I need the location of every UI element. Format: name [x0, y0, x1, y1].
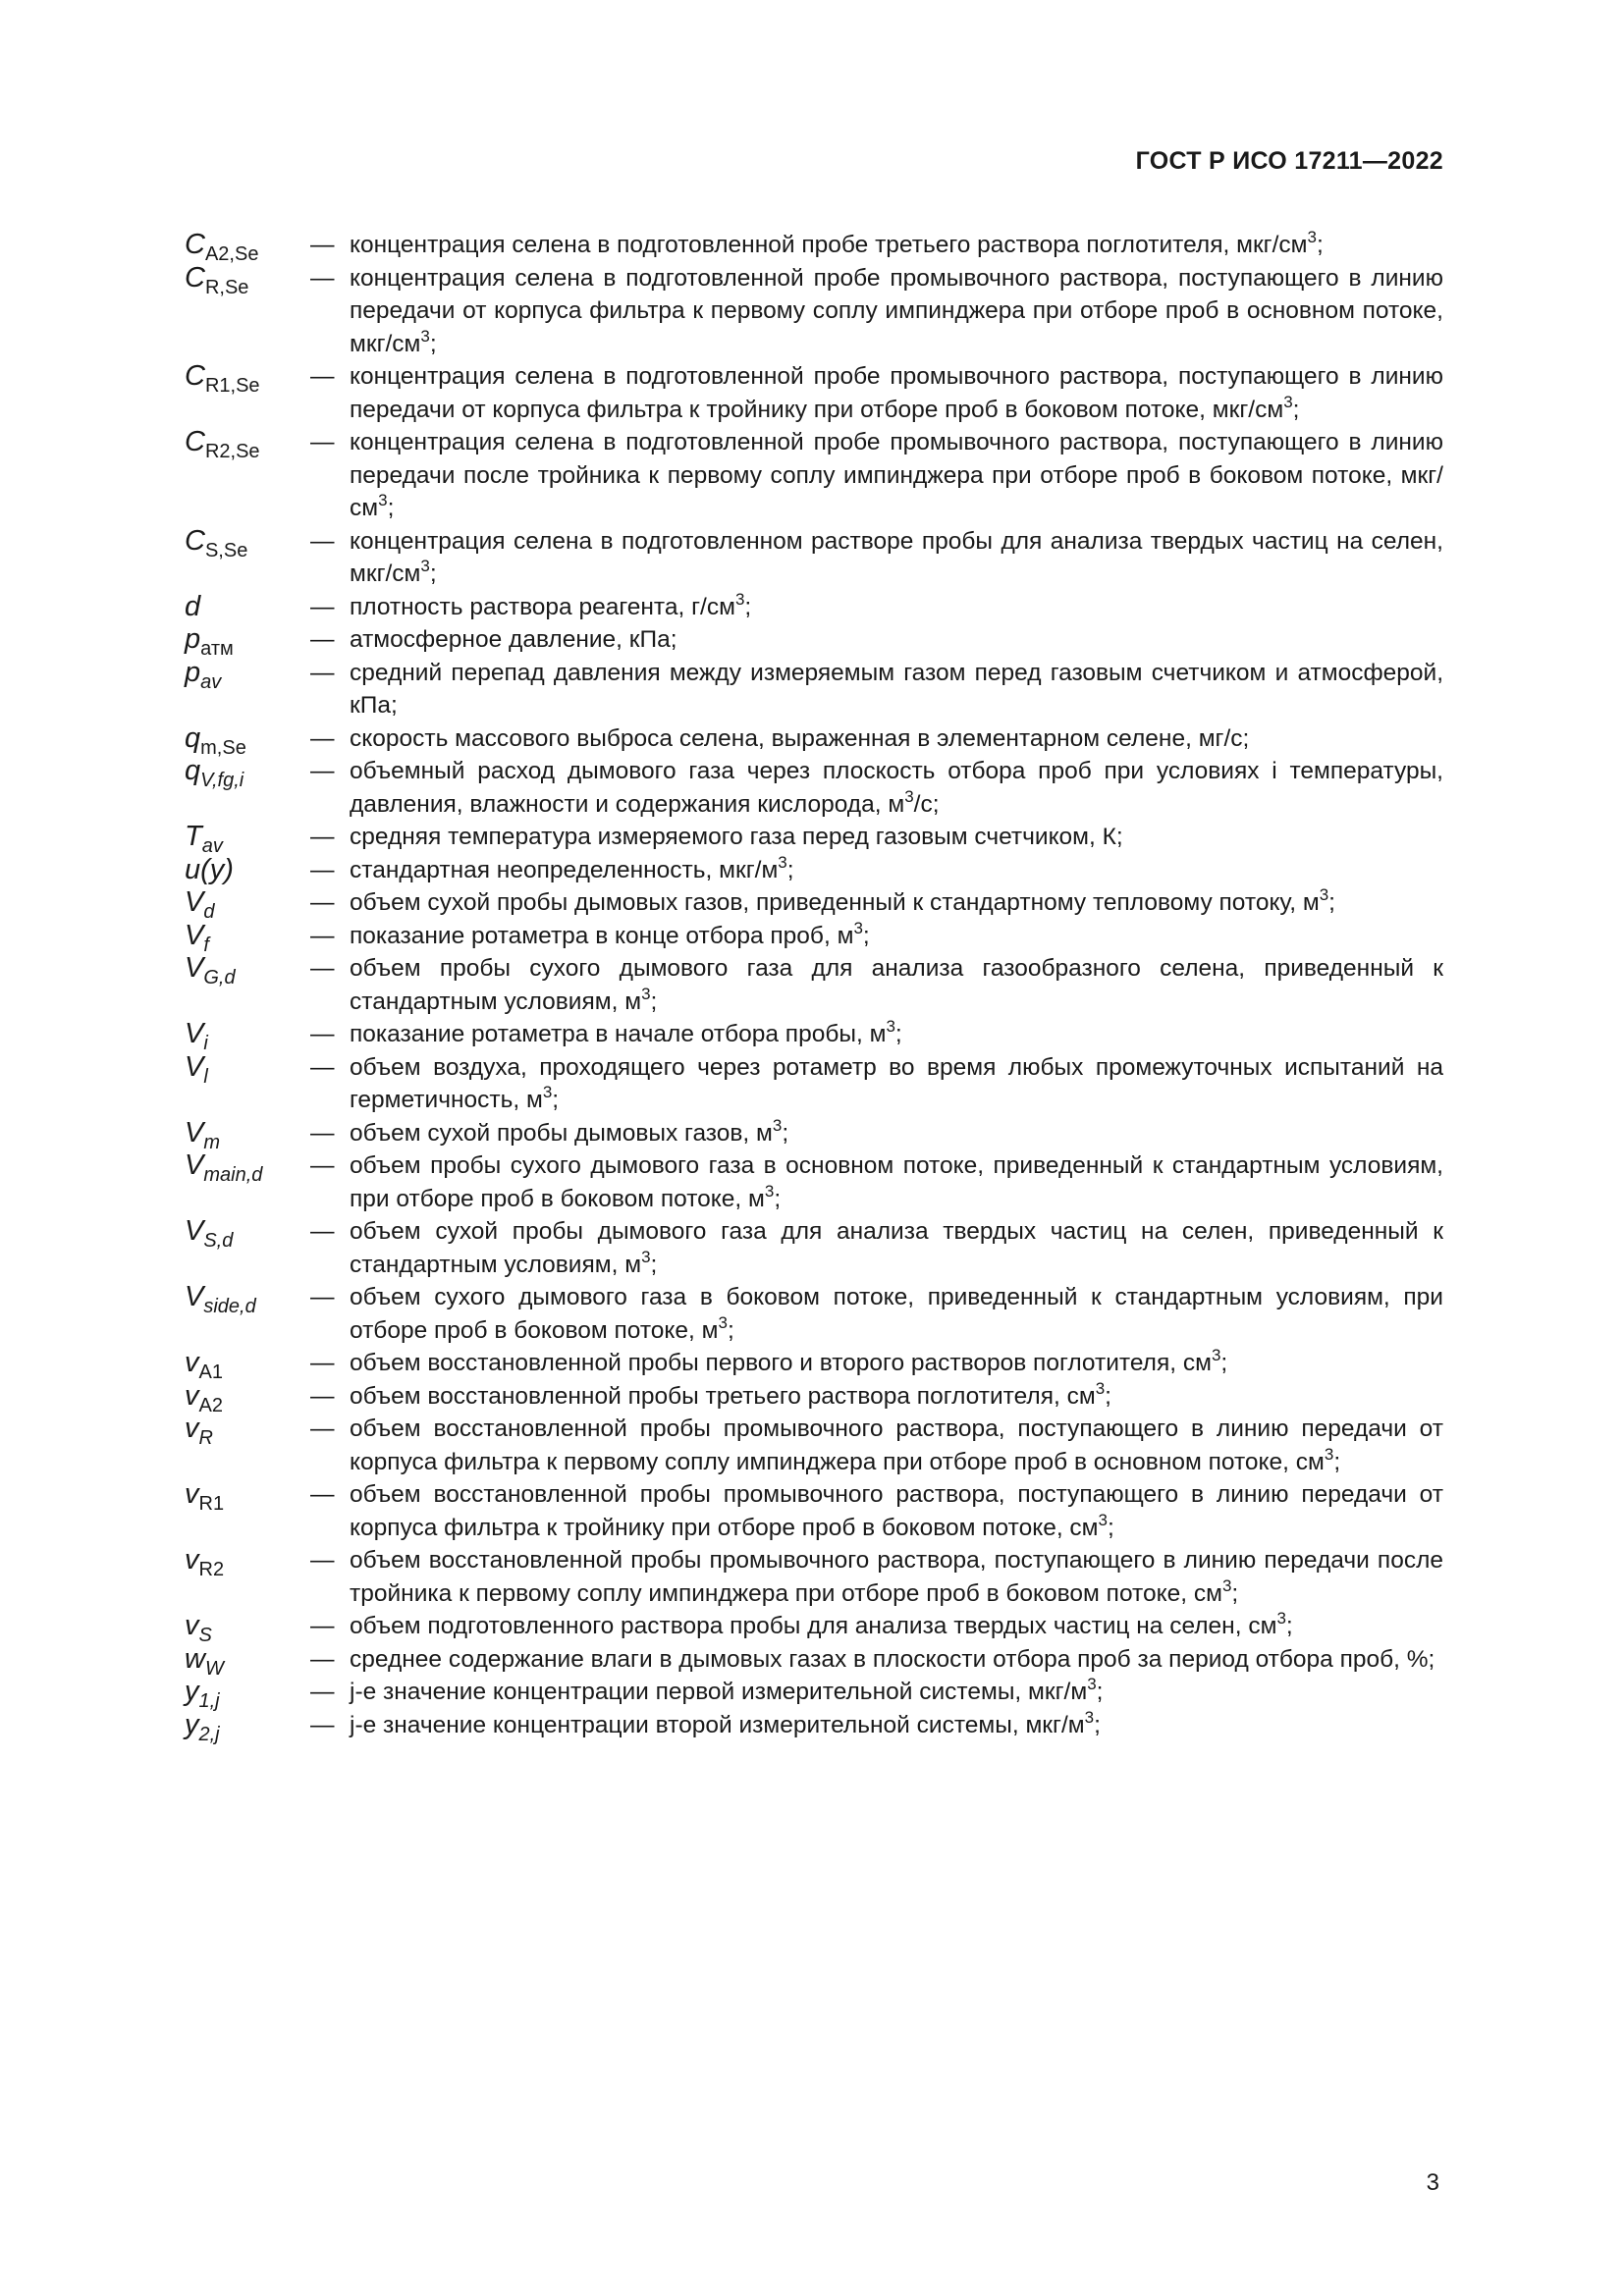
unit-superscript: 3	[718, 1312, 728, 1332]
definition-body: объем восстановленной пробы промывочного раствора, поступающего в линию передачи от корпуса фильтра к первому соплу импинджера при отборе проб в основном потоке, см	[350, 1415, 1443, 1475]
symbol-base: V	[185, 1281, 204, 1312]
symbol-subscript: 2,j	[198, 1723, 220, 1745]
definition-body: j-е значение концентрации второй измерительной системы, мкг/м	[350, 1711, 1085, 1738]
definition-row	[185, 1707, 1443, 1745]
definition-text	[350, 1215, 1443, 1281]
unit-superscript: 3	[641, 1247, 651, 1266]
definition-dash: —	[310, 1218, 335, 1245]
definition-symbol	[185, 1676, 304, 1712]
definition-symbol	[185, 1610, 304, 1646]
definition-tail: ;	[429, 561, 437, 587]
unit-superscript: 3	[1307, 228, 1317, 246]
symbol-subscript: R,Se	[204, 276, 249, 298]
definition-text	[350, 1117, 1443, 1150]
definition-text	[350, 1281, 1443, 1347]
symbol-subscript: R1,Se	[204, 375, 260, 397]
definition-symbol	[185, 1116, 304, 1153]
definition-tail: ;	[552, 1087, 560, 1113]
definition-body: объем восстановленной пробы промывочного раствора, поступающего в линию передачи от корпуса фильтра к тройнику при отборе проб в боковом потоке, см	[350, 1481, 1443, 1541]
definition-row	[185, 262, 1443, 361]
definition-text	[350, 623, 1443, 657]
definition-row	[185, 918, 1443, 956]
symbol-subscript: S,d	[203, 1230, 234, 1252]
definition-symbol	[185, 229, 304, 265]
definition-dash: —	[310, 593, 335, 620]
definition-body: скорость массового выброса селена, выраженная в элементарном селене, мг/с;	[350, 724, 1250, 752]
symbol-subscript: A2	[198, 1394, 223, 1416]
definition-body: объем сухой пробы дымовых газов, приведенный к стандартному тепловому потоку, м	[350, 889, 1320, 916]
symbol-subscript: 1,j	[198, 1690, 220, 1712]
definition-dash: —	[310, 659, 335, 686]
definition-text	[350, 1676, 1443, 1709]
definition-dash: —	[310, 1382, 335, 1410]
symbol-base: V	[185, 1050, 204, 1083]
definition-body: стандартная неопределенность, мкг/м	[350, 856, 779, 883]
definition-symbol	[185, 1642, 304, 1680]
definition-dash: —	[310, 1350, 335, 1376]
definition-row	[185, 1413, 1443, 1478]
symbol-base: V	[185, 1018, 204, 1049]
symbol-base: v	[185, 1544, 199, 1575]
definition-body: средний перепад давления между измеряемым газом перед газовым счетчиком и атмосферой, кПа;	[350, 659, 1443, 719]
definition-text	[350, 229, 1443, 262]
definition-dash: —	[310, 232, 335, 258]
definition-tail: ;	[1231, 1579, 1239, 1607]
symbol-subscript: V,fg,i	[200, 770, 244, 791]
symbol-subscript: m,Se	[200, 736, 246, 759]
definition-dash: —	[310, 1152, 335, 1179]
definition-text	[350, 591, 1443, 624]
definition-row	[185, 525, 1443, 591]
definition-dash: —	[310, 1481, 335, 1508]
definition-dash: —	[310, 1284, 335, 1310]
definition-dash: —	[310, 922, 335, 949]
symbol-base: C	[185, 229, 205, 260]
symbol-subscript: R2	[198, 1559, 225, 1580]
definition-tail: ;	[862, 922, 870, 949]
symbol-subscript: R2,Se	[204, 441, 260, 462]
symbol-base: V	[185, 886, 204, 918]
unit-superscript: 3	[542, 1083, 553, 1101]
definition-text	[350, 722, 1443, 756]
unit-superscript: 3	[1211, 1346, 1221, 1364]
definition-body: концентрация селена в подготовленной пробе промывочного раствора, поступающего в линию передачи от корпуса фильтра к первому соплу импинджера при отборе проб в основном потоке, мкг/см	[350, 264, 1443, 357]
definition-symbol	[185, 755, 304, 791]
definition-symbol	[185, 821, 304, 857]
definition-text	[350, 360, 1443, 426]
unit-superscript: 3	[1319, 885, 1329, 904]
symbol-subscript: A2,Se	[204, 243, 259, 265]
definition-text	[350, 426, 1443, 525]
definition-row	[185, 1017, 1443, 1054]
document-header: ГОСТ Р ИСО 17211—2022	[1135, 147, 1443, 175]
definition-dash: —	[310, 724, 335, 752]
definition-tail: ;	[894, 1021, 902, 1047]
definition-tail: ;	[429, 330, 437, 357]
definition-row	[185, 1544, 1443, 1610]
definition-body: объем воздуха, проходящего через ротаметр во время любых промежуточных испытаний на герметичность, м	[350, 1053, 1443, 1113]
definition-row	[185, 1149, 1443, 1215]
definition-row	[185, 1115, 1443, 1153]
definition-tail: ;	[1285, 1613, 1293, 1639]
definition-body: объем пробы сухого дымового газа для анализа газообразного селена, приведенный к стандартным условиям, м	[350, 955, 1443, 1015]
definition-body: объем восстановленной пробы промывочного раствора, поступающего в линию передачи после тройника к первому соплу импинджера при отборе проб в боковом потоке, см	[350, 1547, 1443, 1607]
definition-dash: —	[310, 429, 335, 455]
definition-row	[185, 657, 1443, 722]
definition-body: объем пробы сухого дымового газа в основном потоке, приведенный к стандартным условиям, при отборе проб в боковом потоке, м	[350, 1152, 1443, 1212]
definition-symbol	[185, 1544, 304, 1580]
definition-tail: ;	[1105, 1382, 1111, 1410]
definition-tail: ;	[650, 988, 658, 1015]
definition-row	[185, 1051, 1443, 1117]
symbol-base: p	[185, 656, 201, 688]
definition-text	[350, 1413, 1443, 1478]
unit-superscript: 3	[1098, 1510, 1108, 1529]
symbol-base: p	[185, 623, 201, 655]
symbol-base: d	[185, 590, 201, 622]
definition-row	[185, 1215, 1443, 1281]
definition-symbol	[185, 1478, 304, 1515]
symbol-base: y	[185, 1676, 199, 1707]
definition-dash: —	[310, 1613, 335, 1639]
symbol-base: V	[185, 1215, 204, 1247]
symbol-subscript: l	[203, 1065, 208, 1088]
definition-dash: —	[310, 889, 335, 916]
definition-text	[350, 1709, 1443, 1742]
definition-tail: /с;	[913, 790, 940, 818]
unit-superscript: 3	[1221, 1575, 1232, 1595]
symbol-subscript: S	[198, 1625, 212, 1646]
definition-tail: ;	[1316, 232, 1324, 258]
definition-text	[350, 657, 1443, 722]
symbol-base: y	[185, 1708, 199, 1740]
definition-tail: ;	[1292, 396, 1300, 423]
definition-dash: —	[310, 856, 335, 883]
symbol-subscript: av	[201, 835, 223, 857]
definition-row	[185, 1642, 1443, 1680]
definition-tail: ;	[774, 1185, 782, 1212]
definition-body: объем восстановленной пробы первого и второго растворов поглотителя, см	[350, 1350, 1212, 1376]
definition-symbol	[185, 1149, 304, 1186]
definition-body: объем подготовленного раствора пробы для анализа твердых частиц на селен, см	[350, 1613, 1277, 1639]
definition-dash: —	[310, 1645, 335, 1673]
definition-text	[350, 854, 1443, 887]
definition-dash: —	[310, 1711, 335, 1738]
definition-symbol	[185, 1413, 304, 1449]
unit-superscript: 3	[420, 557, 430, 575]
definition-row	[185, 721, 1443, 759]
unit-superscript: 3	[904, 786, 914, 806]
definition-symbol	[185, 952, 304, 986]
symbol-base: v	[185, 1478, 199, 1510]
definition-text	[350, 886, 1443, 920]
definition-body: объем сухой пробы дымового газа для анализа твердых частиц на селен, приведенный к стандартным условиям, м	[350, 1218, 1443, 1278]
definition-symbol	[185, 656, 304, 693]
definition-tail: ;	[744, 593, 752, 620]
definition-dash: —	[310, 264, 335, 292]
definition-body: концентрация селена в подготовленном растворе пробы для анализа твердых частиц на селен, мкг/см	[350, 527, 1443, 587]
definition-symbol	[185, 360, 304, 397]
definition-dash: —	[310, 1679, 335, 1705]
definition-symbol	[185, 1215, 304, 1252]
definition-text	[350, 755, 1443, 821]
definition-symbol	[185, 525, 304, 559]
symbol-base: q	[185, 755, 201, 786]
definition-body: показание ротаметра в начале отбора пробы, м	[350, 1021, 887, 1047]
definition-symbol	[185, 721, 304, 759]
definition-body: объемный расход дымового газа через плоскость отбора проб при условиях i температуры, давления, влажности и содержания кислорода, м	[350, 758, 1443, 818]
unit-superscript: 3	[1324, 1444, 1334, 1464]
definition-row	[185, 1675, 1443, 1712]
definition-text	[350, 1347, 1443, 1380]
symbol-subscript: R1	[198, 1493, 225, 1515]
definition-row	[185, 1346, 1443, 1383]
symbol-base: C	[185, 261, 205, 294]
definition-row	[185, 1380, 1443, 1414]
unit-superscript: 3	[778, 852, 787, 872]
definition-symbol	[185, 623, 304, 660]
definition-symbol	[185, 886, 304, 923]
definition-row	[185, 821, 1443, 857]
definition-text	[350, 821, 1443, 854]
definition-tail: ;	[1108, 1514, 1114, 1541]
definition-body: атмосферное давление, кПа;	[350, 626, 677, 653]
symbol-subscript: av	[200, 670, 222, 693]
definition-symbol	[185, 261, 304, 298]
symbol-base: u(y)	[185, 853, 234, 885]
page-number: 3	[1426, 2169, 1439, 2196]
symbol-base: T	[185, 821, 202, 852]
definitions-list	[185, 228, 1443, 1745]
definition-row	[185, 1281, 1443, 1347]
symbol-base: q	[185, 721, 201, 754]
definition-dash: —	[310, 363, 335, 390]
symbol-base: C	[185, 360, 205, 392]
definition-text	[350, 1643, 1443, 1677]
definition-text	[350, 1380, 1443, 1414]
unit-superscript: 3	[886, 1017, 895, 1036]
definition-row	[185, 755, 1443, 821]
definition-body: j-е значение концентрации первой измерительной системы, мкг/м	[350, 1679, 1088, 1705]
definition-symbol	[185, 1708, 304, 1745]
symbol-base: v	[185, 1347, 199, 1378]
definition-text	[350, 1018, 1443, 1051]
definition-body: объем сухой пробы дымовых газов, м	[350, 1119, 773, 1147]
symbol-subscript: W	[204, 1657, 224, 1680]
symbol-base: V	[185, 1149, 204, 1181]
definition-tail: ;	[387, 495, 395, 521]
symbol-subscript: S,Se	[204, 539, 248, 561]
definition-text	[350, 952, 1443, 1018]
symbol-subscript: G,d	[203, 967, 236, 988]
definition-dash: —	[310, 1053, 335, 1081]
unit-superscript: 3	[1095, 1378, 1106, 1398]
definition-text	[350, 1544, 1443, 1610]
definition-symbol	[185, 919, 304, 956]
symbol-subscript: R	[198, 1427, 213, 1449]
definition-dash: —	[310, 1119, 335, 1147]
definition-body: концентрация селена в подготовленной пробе промывочного раствора, поступающего в линию передачи от корпуса фильтра к тройнику при отборе проб в боковом потоке, мкг/см	[350, 363, 1443, 423]
symbol-subscript: main,d	[203, 1164, 263, 1186]
symbol-base: V	[185, 1116, 204, 1148]
symbol-subscript: атм	[200, 638, 234, 660]
unit-superscript: 3	[1283, 392, 1293, 411]
definition-dash: —	[310, 1547, 335, 1574]
symbol-subscript: A1	[198, 1362, 223, 1383]
unit-superscript: 3	[420, 326, 430, 346]
definition-symbol	[185, 1018, 304, 1054]
definition-symbol	[185, 1380, 304, 1414]
symbol-base: V	[185, 952, 204, 984]
definition-body: плотность раствора реагента, г/см	[350, 593, 735, 620]
definition-row	[185, 360, 1443, 426]
unit-superscript: 3	[641, 984, 651, 1003]
unit-superscript: 3	[772, 1115, 783, 1135]
definition-row	[185, 426, 1443, 525]
symbol-base: v	[185, 1379, 199, 1412]
definition-row	[185, 228, 1443, 265]
definition-row	[185, 623, 1443, 660]
definition-text	[350, 1051, 1443, 1117]
definition-tail: ;	[650, 1251, 658, 1278]
unit-superscript: 3	[853, 918, 863, 937]
definition-tail: ;	[1328, 889, 1335, 916]
definition-dash: —	[310, 527, 335, 555]
definition-tail: ;	[1096, 1679, 1104, 1705]
symbol-base: C	[185, 426, 205, 457]
definition-dash: —	[310, 758, 335, 784]
definition-body: средняя температура измеряемого газа перед газовым счетчиком, К;	[350, 824, 1123, 850]
definition-tail: ;	[786, 856, 794, 883]
definition-row	[185, 854, 1443, 887]
definition-row	[185, 591, 1443, 624]
unit-superscript: 3	[378, 491, 388, 509]
definition-dash: —	[310, 955, 335, 982]
definition-text	[350, 1610, 1443, 1643]
definition-row	[185, 1478, 1443, 1544]
definition-symbol	[185, 1281, 304, 1317]
definition-symbol	[185, 1050, 304, 1088]
definition-tail: ;	[1333, 1448, 1341, 1475]
definition-dash: —	[310, 1021, 335, 1047]
definition-body: концентрация селена в подготовленной пробе промывочного раствора, поступающего в линию передачи после тройника к первому соплу импинджера при отборе проб в боковом потоке, мкг/см	[350, 429, 1443, 521]
symbol-subscript: d	[203, 901, 215, 923]
definition-text	[350, 525, 1443, 591]
definition-dash: —	[310, 1415, 335, 1442]
unit-superscript: 3	[1084, 1707, 1095, 1727]
definition-text	[350, 920, 1443, 953]
definition-body: объем сухого дымового газа в боковом потоке, приведенный к стандартным условиям, при отборе проб в боковом потоке, м	[350, 1284, 1443, 1344]
definition-symbol	[185, 854, 304, 887]
definition-dash: —	[310, 824, 335, 850]
unit-superscript: 3	[734, 589, 745, 609]
definition-text	[350, 262, 1443, 361]
definition-body: концентрация селена в подготовленной пробе третьего раствора поглотителя, мкг/см	[350, 232, 1308, 258]
definition-row	[185, 952, 1443, 1018]
definition-body: среднее содержание влаги в дымовых газах в плоскости отбора проб за период отбора проб, %;	[350, 1645, 1435, 1673]
unit-superscript: 3	[1087, 1675, 1097, 1693]
unit-superscript: 3	[764, 1181, 775, 1201]
symbol-subscript: f	[203, 934, 209, 956]
definition-tail: ;	[782, 1119, 789, 1147]
symbol-base: v	[185, 1610, 199, 1641]
symbol-base: C	[185, 524, 205, 557]
definition-tail: ;	[1094, 1711, 1101, 1738]
symbol-base: w	[185, 1642, 205, 1675]
definition-row	[185, 885, 1443, 923]
definition-text	[350, 1478, 1443, 1544]
definition-tail: ;	[727, 1316, 734, 1344]
symbol-subscript: m	[203, 1131, 221, 1153]
symbol-subscript: side,d	[203, 1296, 256, 1317]
symbol-base: v	[185, 1413, 199, 1444]
symbol-subscript: i	[203, 1033, 208, 1054]
definition-symbol	[185, 1347, 304, 1383]
definition-dash: —	[310, 626, 335, 653]
unit-superscript: 3	[1276, 1609, 1286, 1628]
definition-body: объем восстановленной пробы третьего раствора поглотителя, см	[350, 1382, 1096, 1410]
symbol-base: V	[185, 919, 204, 951]
definition-symbol	[185, 426, 304, 462]
definition-symbol	[185, 591, 304, 624]
definition-body: показание ротаметра в конце отбора проб, м	[350, 922, 854, 949]
definition-text	[350, 1149, 1443, 1215]
definition-tail: ;	[1220, 1350, 1228, 1376]
definition-row	[185, 1609, 1443, 1646]
